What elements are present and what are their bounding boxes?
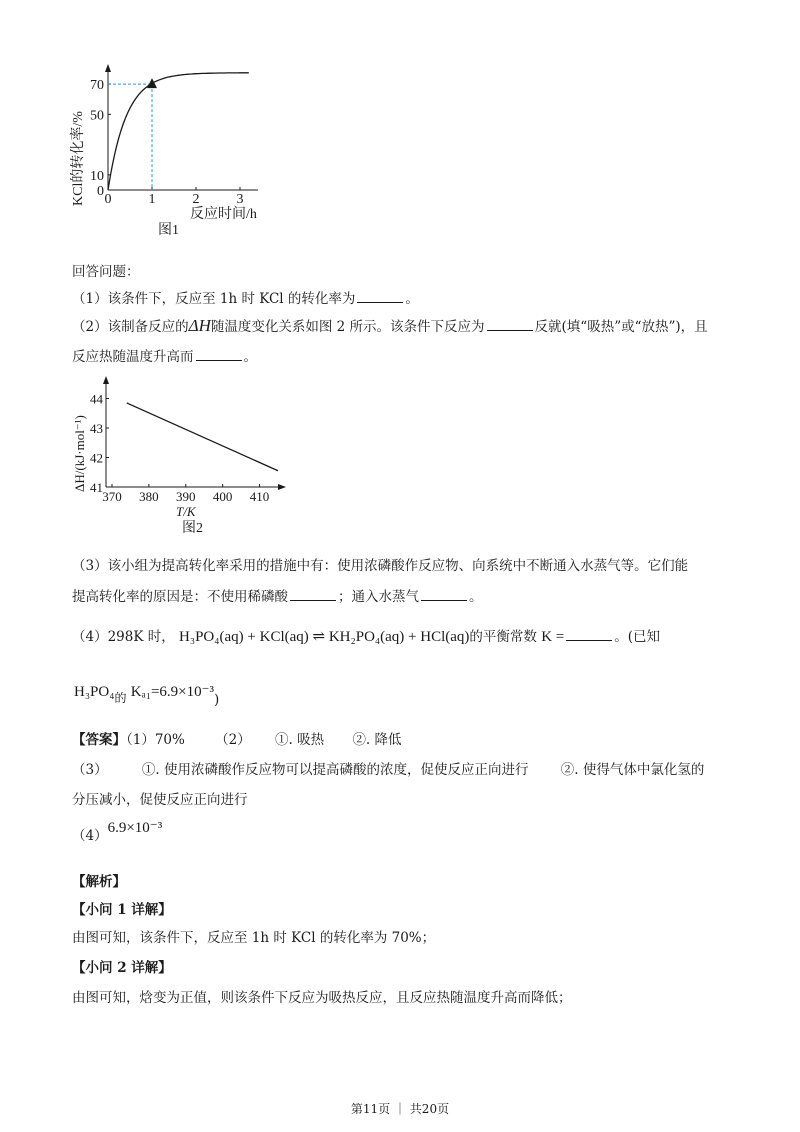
q3-blank-2[interactable] [421, 586, 467, 601]
q4-ka-value: Kₐ₁=6.9×10⁻³ [130, 684, 215, 700]
fig1-x-tick-label: 1 [148, 192, 156, 207]
q1-blank[interactable] [357, 288, 403, 303]
q4-ka-formula: H₃PO₄ [74, 684, 115, 700]
q4-k-symbol: K = [541, 629, 565, 645]
q4-blank[interactable] [566, 626, 612, 641]
q4-de: 的 [114, 691, 127, 705]
fig2-x-tick-label: 390 [176, 489, 196, 504]
sub-question-2-heading: 【小问 2 详解】 [72, 960, 172, 976]
fig2-delta-h-line [127, 403, 278, 471]
sub-question-1-heading: 【小问 1 详解】 [72, 902, 172, 918]
answer-2-label: （2） [215, 732, 251, 748]
q2-text-c: 反就(填“吸热”或“放热”)，且 [534, 319, 708, 335]
q2-text-a: （2）该制备反应的 [72, 319, 189, 335]
answer-label: 【答案】 [72, 732, 126, 748]
q4-equation: H₃PO₄(aq) + KCl(aq) ⇌ KH₂PO₄(aq) + HCl(aq) [179, 629, 470, 645]
question-3: （3）该小组为提高转化率采用的措施中有：使用浓磷酸作反应物、向系统中不断通入水蒸气等。它们能 [72, 558, 689, 574]
answer-4-label: （4） [72, 828, 108, 844]
fig2-x-tick-label: 410 [249, 489, 270, 504]
fig2-caption: 图2 [182, 521, 203, 536]
fig2-xlabel: T/K [176, 504, 196, 519]
fig2-y-tick-label: 42 [90, 450, 103, 466]
fig2-y-arrow [103, 376, 109, 384]
question-4-ka [74, 682, 220, 708]
answer-3a: ①. 使用浓磷酸作反应物可以提高磷酸的浓度，促使反应正向进行 [141, 762, 529, 778]
question-1 [72, 288, 419, 309]
answer-2b: ②. 降低 [352, 732, 402, 748]
answer-line-3b: 分压减小，促使反应正向进行 [72, 792, 248, 808]
fig2-x-arrow [278, 484, 286, 490]
fig1-x-tick-label: 0 [104, 192, 112, 207]
q4-text-c: 。(已知 [614, 629, 661, 645]
answer-2a: ①. 吸热 [275, 732, 325, 748]
answer-3b: ②. 使得气体中氯化氢的 [560, 762, 705, 778]
fig1-triangle-marker [147, 78, 157, 88]
answer-1: （1）70% [126, 732, 185, 748]
q3-end: 。 [469, 589, 483, 605]
fig1-xlabel: 反应时间/h [190, 207, 257, 222]
fig1-y-tick-label: 70 [90, 78, 104, 94]
q1-end: 。 [405, 291, 419, 307]
q2-end: 。 [243, 349, 257, 365]
fig2-ylabel: ΔH/(kJ·mol⁻¹) [72, 415, 87, 492]
question-2 [72, 316, 708, 337]
q1-text: （1）该条件下，反应至 1h 时 KCl 的转化率为 [72, 291, 356, 307]
fig1-conversion-curve [108, 73, 249, 190]
fig1-x-tick-label: 3 [236, 192, 244, 207]
fig2-y-tick-label: 41 [90, 480, 103, 495]
fig2-x-tick-label: 380 [139, 489, 159, 504]
q4-text-a: （4）298K 时， [72, 629, 175, 645]
fig2-y-tick-label: 44 [90, 391, 103, 407]
fig1-y-tick-label: 10 [90, 168, 104, 184]
figure-2-chart [70, 374, 295, 539]
answer-line-3 [72, 760, 704, 780]
fig1-caption: 图1 [158, 223, 179, 238]
sub-question-1-text: 由图可知，该条件下，反应至 1h 时 KCl 的转化率为 70%； [72, 930, 436, 946]
q3-text-b: 提高转化率的原因是：不使用稀磷酸 [72, 589, 288, 605]
q3-text-c: ；通入水蒸气 [338, 589, 419, 605]
answer-line-1 [72, 730, 402, 750]
fig2-y-tick-label: 43 [90, 421, 103, 436]
page-footer: 第11页 ｜ 共20页 [350, 1102, 450, 1116]
question-4 [72, 626, 660, 647]
q2-blank-2[interactable] [196, 346, 242, 361]
answer-4-value: 6.9×10⁻³ [107, 820, 163, 836]
q2-text-d: 反应热随温度升高而 [72, 349, 194, 365]
figure-1-chart [58, 58, 273, 240]
fig1-y-tick-label: 0 [97, 184, 104, 199]
analysis-heading: 【解析】 [72, 874, 126, 890]
fig1-x-tick-label: 2 [192, 192, 200, 207]
fig2-x-tick-label: 400 [212, 489, 233, 504]
q2-blank-1[interactable] [487, 316, 533, 331]
answer-line-4 [72, 820, 163, 846]
intro-text: 回答问题： [72, 264, 140, 280]
answer-3-label: （3） [72, 762, 108, 778]
sub-question-2-text: 由图可知，焓变为正值，则该条件下反应为吸热反应，且反应热随温度升高而降低； [72, 990, 572, 1006]
q4-text-b: 的平衡常数 [469, 629, 537, 645]
q2-text-b: 随温度变化关系如图 2 所示。该条件下反应为 [210, 319, 485, 335]
question-3-line2 [72, 586, 483, 607]
fig1-y-arrow [105, 64, 111, 72]
question-2-line2 [72, 346, 257, 367]
q4-close: ) [214, 692, 220, 708]
q3-blank-1[interactable] [290, 586, 336, 601]
fig1-y-tick-label: 50 [90, 108, 104, 124]
fig1-ylabel: KCl的转化率/% [71, 111, 86, 206]
fig2-x-tick-label: 370 [102, 489, 122, 504]
q2-delta-h: ΔH [188, 316, 211, 335]
